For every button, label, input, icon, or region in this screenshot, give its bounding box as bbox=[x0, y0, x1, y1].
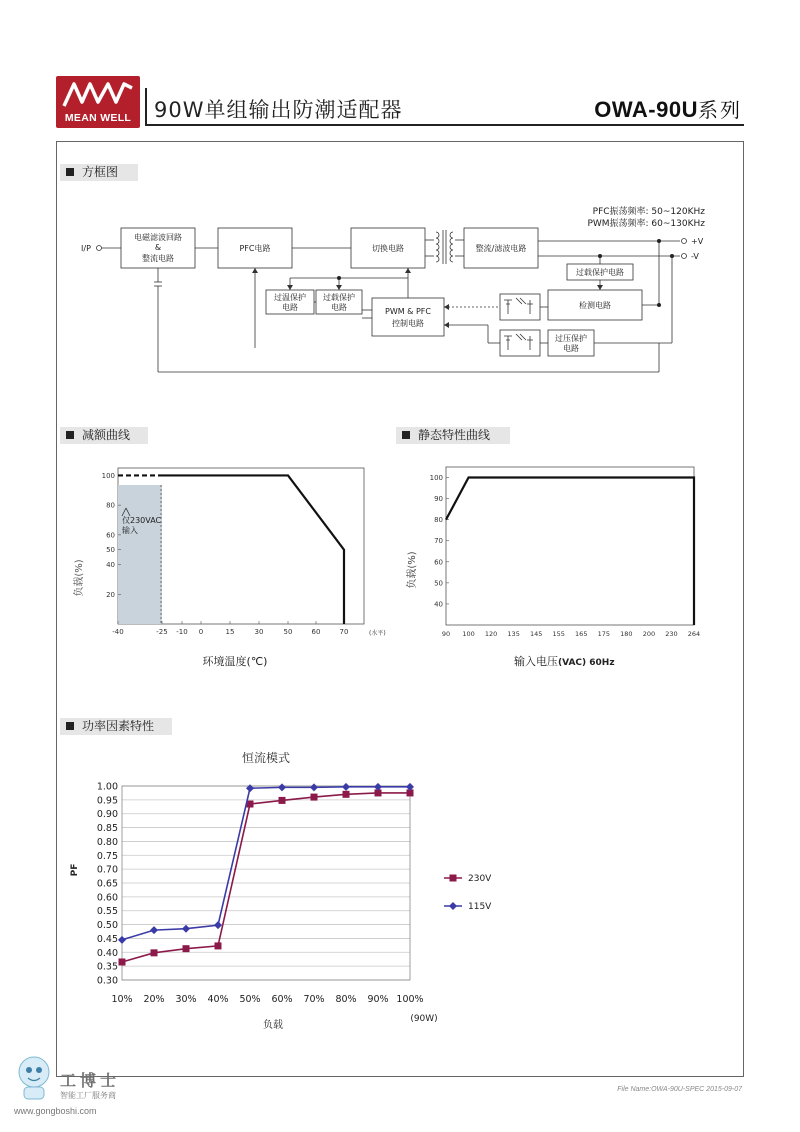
derating-ytick-label: 50 bbox=[106, 546, 115, 555]
footer-filename: File Name:OWA-90U-SPEC 2015-09-07 bbox=[617, 1086, 742, 1093]
pf-ytick-label: 0.30 bbox=[96, 975, 118, 987]
pf-xtick-label: 100% bbox=[396, 994, 424, 1005]
static-xtick-label: 230 bbox=[665, 630, 678, 638]
pf-point-115V bbox=[310, 783, 318, 791]
derating-ytick-label: 80 bbox=[106, 501, 115, 510]
watermark-url: www.gongboshi.com bbox=[14, 1106, 97, 1116]
pf-point-115V bbox=[246, 784, 254, 792]
pf-legend-label: 115V bbox=[468, 902, 492, 912]
pf-xtick-label: 40% bbox=[207, 994, 229, 1005]
static-ytick-label: 100 bbox=[429, 474, 443, 483]
pf-ytick-label: 0.90 bbox=[96, 809, 118, 821]
pf-xtick-label: 70% bbox=[303, 994, 325, 1005]
pf-point-230V bbox=[119, 958, 126, 965]
pf-point-115V bbox=[278, 783, 286, 791]
pf-ytick-label: 0.40 bbox=[96, 947, 118, 959]
watermark-logo-text: 工博士 bbox=[60, 1071, 121, 1090]
ovp-label-1: 过压保护 bbox=[555, 334, 587, 343]
static-xtick-label: 100 bbox=[462, 630, 475, 638]
pf-ytick-label: 0.50 bbox=[96, 920, 118, 932]
olp-label-2: 电路 bbox=[331, 303, 347, 312]
vminus-label: -V bbox=[691, 252, 699, 261]
derating-xlabel: 环境温度(℃) bbox=[202, 655, 268, 668]
static-ytick-label: 70 bbox=[434, 537, 443, 546]
pf-ytick-label: 0.80 bbox=[96, 836, 118, 848]
static-ytick-label: 80 bbox=[434, 516, 443, 525]
static-xtick-label: 200 bbox=[642, 630, 656, 638]
pf-chart bbox=[60, 740, 530, 1040]
derating-xtick-label: 60 bbox=[311, 628, 321, 636]
pf-ytick-label: 0.60 bbox=[96, 892, 118, 904]
pf-xtick-label: 10% bbox=[111, 994, 133, 1005]
pf-ytick-label: 0.75 bbox=[96, 850, 118, 862]
pf-series-line-115V bbox=[122, 787, 410, 940]
static-ytick-label: 90 bbox=[434, 495, 443, 504]
emi-label-2: 整流电路 bbox=[142, 254, 174, 263]
derating-ylabel: 负载(%) bbox=[74, 559, 85, 597]
opto1-box bbox=[500, 294, 540, 320]
ip-label: I/P bbox=[81, 244, 91, 253]
pf-legend-marker bbox=[449, 902, 457, 910]
derating-note-2: 输入 bbox=[122, 526, 138, 535]
pf-xtick-label: 90% bbox=[367, 994, 389, 1005]
section-label: 静态特性曲线 bbox=[418, 428, 491, 442]
pf-point-115V bbox=[342, 783, 350, 791]
vplus-label: +V bbox=[691, 237, 704, 246]
static-xtick-label: 155 bbox=[552, 630, 565, 638]
pf-point-230V bbox=[151, 949, 158, 956]
pf-xtick-label: 50% bbox=[239, 994, 261, 1005]
static-xtick-label: 120 bbox=[484, 630, 498, 638]
derating-xtick-label: 0 bbox=[198, 628, 204, 636]
pf-ytick-label: 0.45 bbox=[96, 933, 118, 945]
section-bullet-icon bbox=[66, 431, 74, 439]
section-label: 方框图 bbox=[82, 165, 119, 179]
pf-xtick-label: 80% bbox=[335, 994, 357, 1005]
static-xtick-label: 180 bbox=[620, 630, 633, 638]
static-xtick-label: 264 bbox=[687, 630, 701, 638]
static-chart bbox=[396, 450, 726, 680]
pf-title: 恒流模式 bbox=[241, 751, 291, 765]
derating-ytick-label: 40 bbox=[106, 561, 115, 570]
pf-point-230V bbox=[183, 945, 190, 952]
model-suffix: 系列 bbox=[698, 98, 742, 122]
static-xtick-label: 165 bbox=[575, 630, 588, 638]
emi-label-amp: & bbox=[154, 243, 162, 252]
derating-xtick-label: -10 bbox=[176, 628, 188, 636]
derating-xtick-label: 15 bbox=[225, 628, 235, 636]
switch-label: 切换电路 bbox=[372, 244, 404, 253]
model-name: OWA-90U bbox=[594, 97, 698, 122]
pfc-freq: PFC振荡频率: 50~120KHz bbox=[592, 207, 705, 217]
static-xtick-label: 135 bbox=[507, 630, 520, 638]
pf-ytick-label: 0.95 bbox=[96, 795, 118, 807]
pf-xtick-label: 30% bbox=[175, 994, 197, 1005]
pf-ytick-label: 1.00 bbox=[96, 781, 118, 793]
static-curve bbox=[446, 478, 694, 625]
pf-ytick-label: 0.55 bbox=[96, 906, 118, 918]
static-ytick-label: 60 bbox=[434, 558, 443, 567]
rect-label: 整流/滤波电路 bbox=[475, 244, 527, 253]
derating-xtick-label: 50 bbox=[283, 628, 293, 636]
pf-ylabel: PF bbox=[70, 863, 80, 877]
derating-ytick-label: 100 bbox=[101, 471, 115, 480]
derating-note-1: 仅230VAC bbox=[122, 516, 162, 525]
static-plot-frame bbox=[446, 467, 694, 625]
pf-point-230V bbox=[343, 791, 350, 798]
derating-xtick-label: 30 bbox=[254, 628, 264, 636]
otp-label-2: 电路 bbox=[282, 303, 298, 312]
pf-xtick-label: 20% bbox=[143, 994, 165, 1005]
page-title: 90W单组输出防潮适配器 bbox=[154, 98, 403, 122]
olp-label-1: 过载保护 bbox=[323, 293, 355, 302]
pf-ytick-label: 0.35 bbox=[96, 961, 118, 973]
derating-shaded-region bbox=[118, 485, 162, 624]
pf-legend-marker bbox=[450, 875, 457, 882]
pf-point-115V bbox=[214, 921, 222, 929]
ctrl-label-2: 控制电路 bbox=[392, 319, 424, 328]
derating-curve bbox=[162, 475, 344, 624]
emi-label-1: 电磁滤波回路 bbox=[134, 233, 182, 242]
pf-point-115V bbox=[182, 925, 190, 933]
section-bullet-icon bbox=[402, 431, 410, 439]
static-ytick-label: 50 bbox=[434, 579, 443, 588]
pf-point-230V bbox=[311, 794, 318, 801]
derating-x-unit: (水平) bbox=[369, 630, 386, 637]
pf-point-115V bbox=[118, 936, 126, 944]
pf-x-extra: (90W) bbox=[410, 1014, 438, 1024]
detect-label: 检测电路 bbox=[579, 301, 611, 310]
pf-point-230V bbox=[279, 797, 286, 804]
watermark-subtitle: 智能工厂服务商 bbox=[60, 1091, 116, 1100]
pfc-label: PFC电路 bbox=[239, 244, 271, 253]
pf-ytick-label: 0.70 bbox=[96, 864, 118, 876]
pf-series-line-230V bbox=[122, 793, 410, 962]
olp2-label: 过载保护电路 bbox=[576, 268, 624, 277]
opto2-box bbox=[500, 330, 540, 356]
static-xlabel-cn: 输入电压 bbox=[514, 655, 558, 668]
section-label: 减额曲线 bbox=[82, 428, 131, 442]
static-xlabel-en: (VAC) 60Hz bbox=[558, 658, 615, 668]
pf-point-230V bbox=[215, 942, 222, 949]
section-label: 功率因素特性 bbox=[82, 719, 155, 733]
static-xtick-label: 145 bbox=[529, 630, 543, 638]
pf-ytick-label: 0.65 bbox=[96, 878, 118, 890]
static-xtick-label: 90 bbox=[441, 630, 451, 638]
static-ylabel: 负载(%) bbox=[407, 551, 418, 589]
robot-mascot-icon bbox=[12, 1052, 58, 1102]
otp-label-1: 过温保护 bbox=[274, 293, 306, 302]
pf-ytick-label: 0.85 bbox=[96, 823, 118, 835]
ovp-label-2: 电路 bbox=[563, 344, 579, 353]
derating-xtick-label: -40 bbox=[112, 628, 124, 636]
static-ytick-label: 40 bbox=[434, 600, 443, 609]
block-diagram bbox=[0, 0, 800, 400]
section-static bbox=[396, 427, 510, 444]
pf-point-115V bbox=[150, 926, 158, 934]
section-pf bbox=[60, 718, 172, 735]
derating-chart bbox=[60, 450, 390, 680]
section-bullet-icon bbox=[66, 722, 74, 730]
pf-xlabel: 负载 bbox=[263, 1020, 283, 1031]
ctrl-label-1: PWM & PFC bbox=[385, 307, 431, 316]
pwm-freq: PWM振荡频率: 60~130KHz bbox=[587, 219, 705, 229]
pf-xtick-label: 60% bbox=[271, 994, 293, 1005]
static-xtick-label: 175 bbox=[597, 630, 611, 638]
derating-ytick-label: 60 bbox=[106, 531, 115, 540]
derating-xtick-label: -25 bbox=[156, 628, 168, 636]
pf-legend-label: 230V bbox=[468, 874, 492, 884]
derating-xtick-label: 70 bbox=[339, 628, 349, 636]
ctrl-box bbox=[372, 298, 444, 336]
section-derating bbox=[60, 427, 148, 444]
derating-ytick-label: 20 bbox=[106, 590, 115, 599]
logo-text: MEAN WELL bbox=[64, 112, 132, 124]
